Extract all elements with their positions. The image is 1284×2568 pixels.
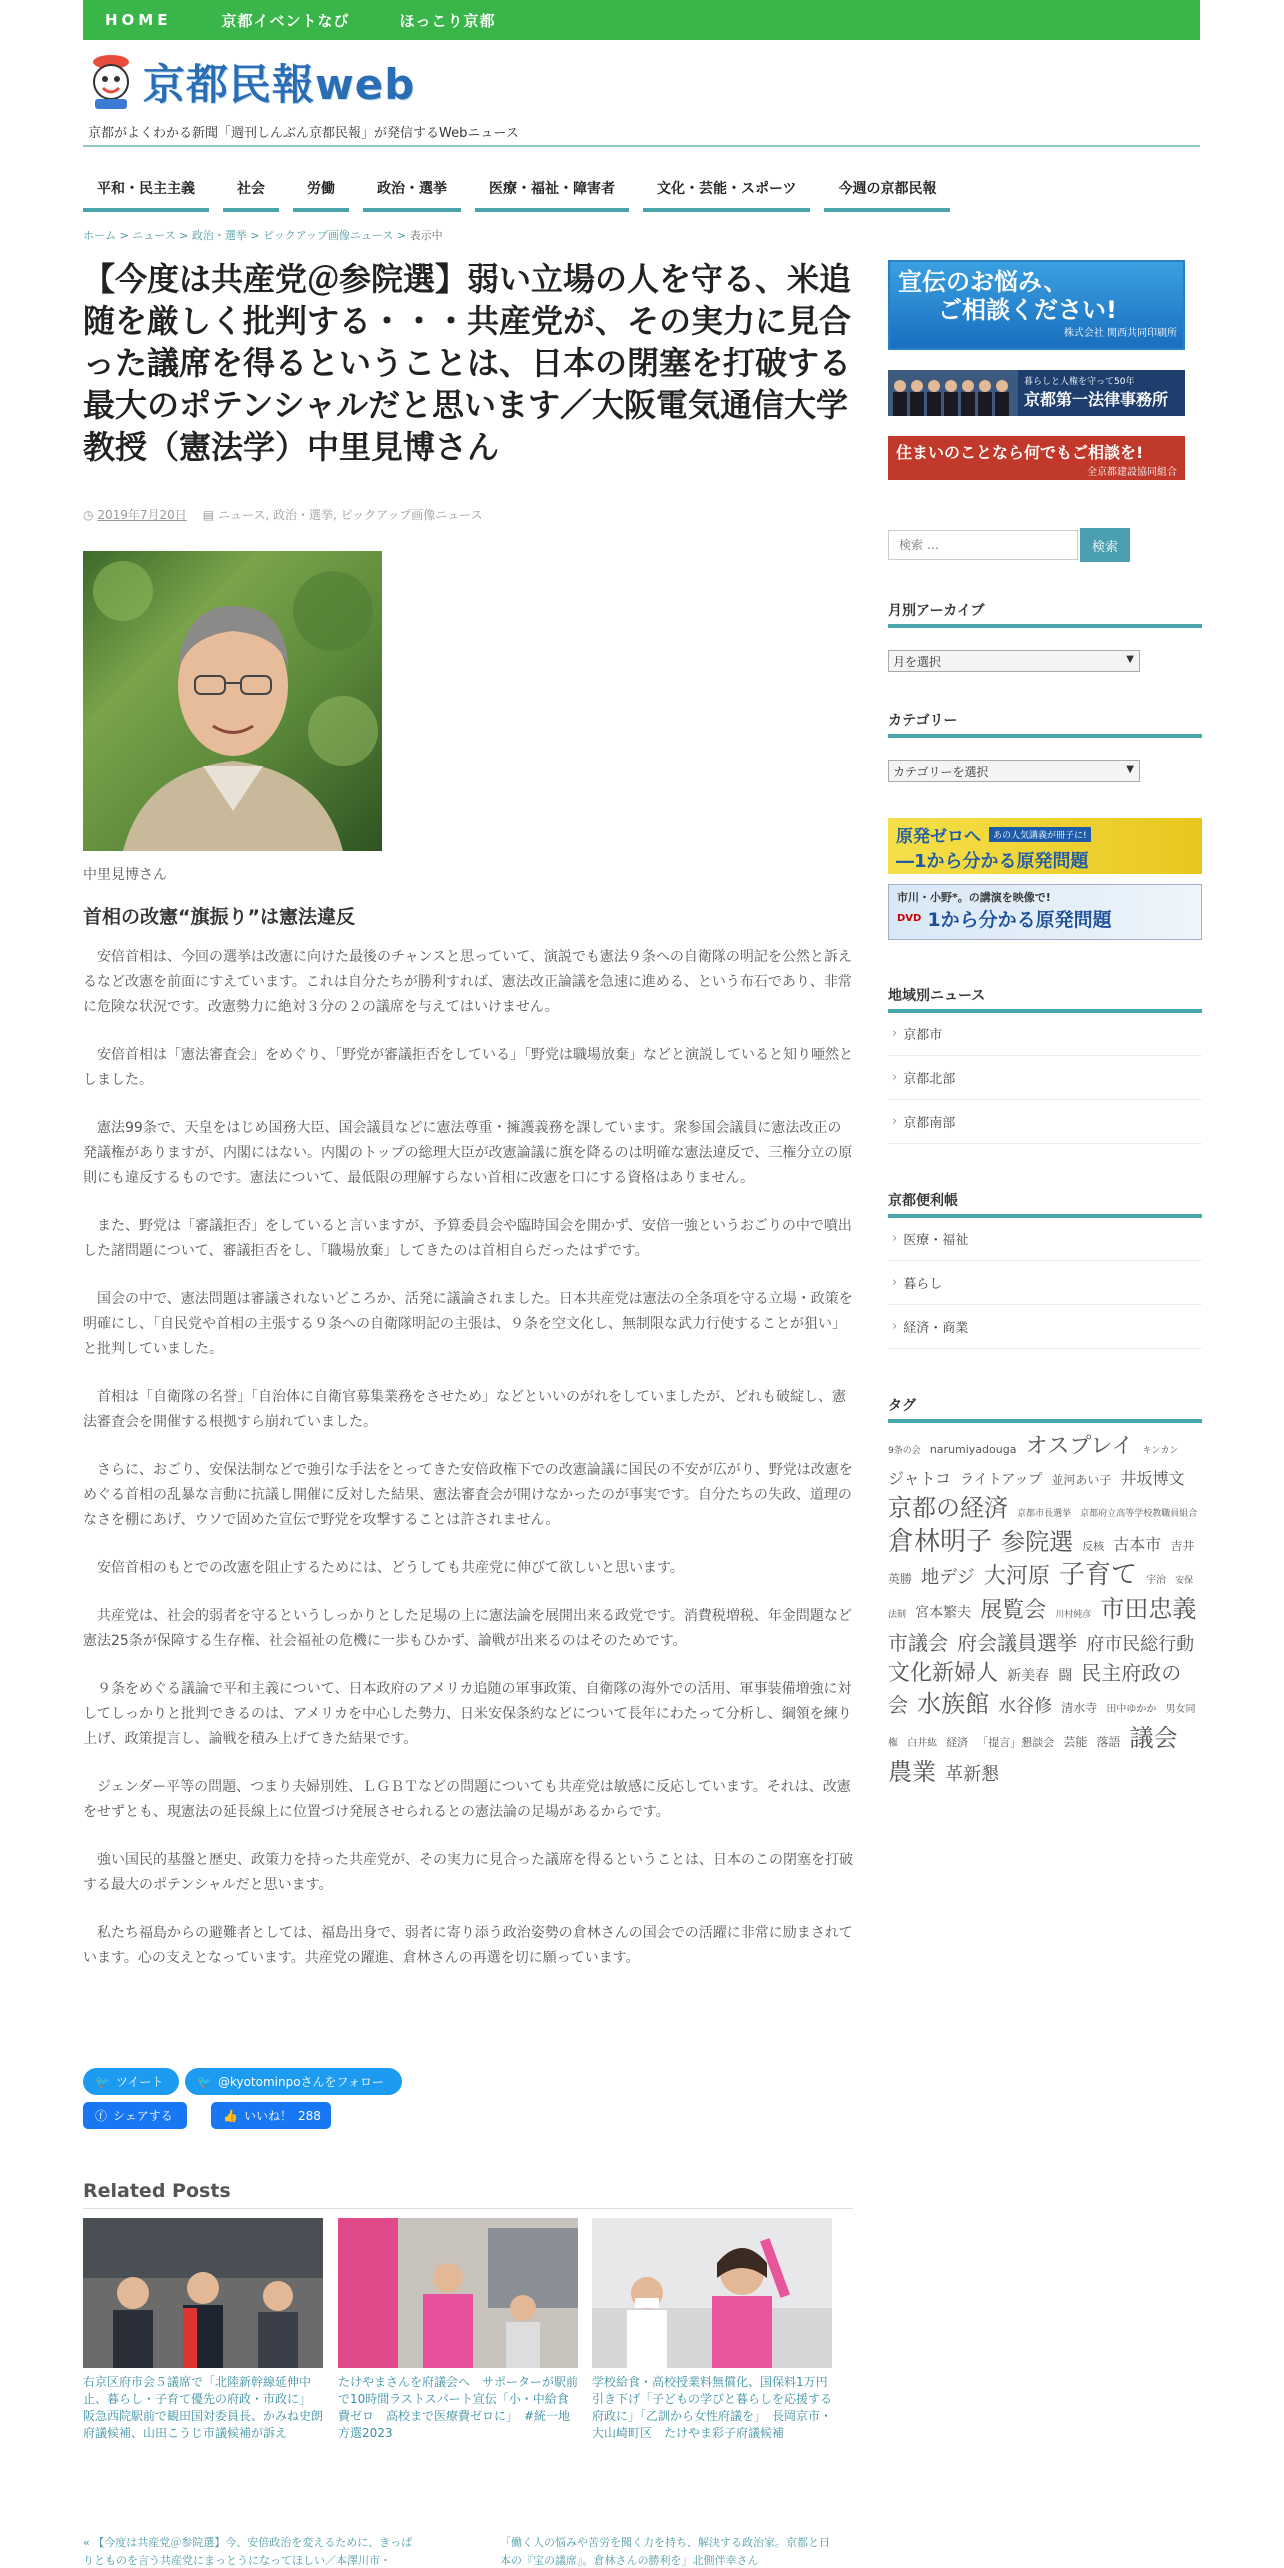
ad-law-office-banner[interactable]: 暮らしと人権を守って50年 京都第一法律事務所 <box>888 370 1185 416</box>
related-post-thumbnail[interactable] <box>592 2218 832 2368</box>
tag-link[interactable]: 落語 <box>1096 1735 1121 1749</box>
tag-link[interactable]: 並河あい子 <box>1051 1473 1112 1487</box>
tag-link[interactable]: ライトアップ <box>960 1472 1043 1488</box>
tag-link[interactable]: narumiyadouga <box>929 1443 1017 1456</box>
site-name: 京都民報web <box>143 60 416 109</box>
article-paragraph: また、野党は「審議拒否」をしていると言いますが、予算委員会や臨時国会を開かず、安倍一強というおごりの中で噴出した諸問題について、審議拒否をし、「職場放棄」してきたのは首相自らだったはずです。 <box>83 1218 852 1259</box>
related-post[interactable] <box>592 2218 832 2442</box>
region-news-heading: 地域別ニュース <box>888 985 1202 1013</box>
related-post-title[interactable]: たけやまさんを府議会へ サポーターが駅前で10時間ラストスパート宣伝「小・中給食費ゼロ 高校まで医療費ゼロに」 #統一地方選2023 <box>338 2375 578 2440</box>
tweet-button[interactable]: 🐦 ツイート <box>83 2068 179 2095</box>
article-paragraph: 憲法99条で、天皇をはじめ国務大臣、国会議員などに憲法尊重・擁護義務を課しています。衆参国会議員に憲法改正の発議権がありますが、内閣にはない。内閣のトップの総理大臣が改憲論議に旗を降るのは明確な憲法違反で、三権分立の原則にも違反するものです。憲法について、最低限の理解すらない首相に改憲を口にする資格はありません。 <box>83 1120 853 1186</box>
tag-link[interactable]: ジャトコ <box>888 1469 952 1488</box>
related-post-thumbnail[interactable] <box>83 2218 323 2368</box>
useful-item[interactable]: › 経済・商業 <box>888 1305 1202 1349</box>
breadcrumb: ホーム > ニュース > 政治・選挙 > ピックアップ画像ニュース > 表示中 <box>83 229 443 242</box>
article-paragraph: 首相は「自衛隊の名誉」「自治体に自衛官募集業務をさせため」などといいのがれをしていましたが、どれも破綻し、憲法審査会を開催する根拠すら崩れていました。 <box>83 1389 846 1430</box>
arrow-right-icon: › <box>892 1026 898 1041</box>
tag-link[interactable]: 水族館 <box>917 1690 990 1718</box>
nuclear-booklet-banner[interactable]: 原発ゼロへ あの人気講義が冊子に! ―1から分かる原発問題 <box>888 818 1202 874</box>
region-list <box>888 1012 1202 1144</box>
breadcrumb-news[interactable]: ニュース <box>132 229 176 242</box>
tag-link[interactable]: 展覧会 <box>980 1598 1047 1623</box>
article-paragraph: 私たち福島からの避難者としては、福島出身で、弱者に寄り添う政治姿勢の倉林さんの国会での活躍に非常に励まされています。心の支えとなっています。共産党の躍進、倉林さんの再選を切に願っています。 <box>83 1925 853 1966</box>
archive-select[interactable]: 月を選択 ▼ <box>888 650 1140 672</box>
tag-link[interactable]: 水谷修 <box>998 1696 1053 1717</box>
tag-cloud <box>888 1433 1202 1789</box>
tag-link[interactable]: 地デジ <box>921 1567 975 1588</box>
search-button[interactable]: 検索 <box>1080 528 1130 562</box>
twitter-bird-icon: 🐦 <box>197 2074 212 2089</box>
related-post-title[interactable]: 右京区府市会５議席で「北陸新幹線延伸中止、暮らし・子育て優先の府政・市政に」 阪急西院駅前で観田国対委員長、かみね史朗府議候補、山田こうじ市議候補が訴え <box>83 2375 323 2440</box>
nav-events[interactable]: 京都イベントなび <box>221 11 350 30</box>
tag-link[interactable]: オスプレイ <box>1025 1434 1134 1459</box>
related-post[interactable] <box>83 2218 323 2442</box>
region-item[interactable]: › 京都市 <box>888 1012 1202 1056</box>
article-categories[interactable]: ニュース, 政治・選挙, ピックアップ画像ニュース <box>217 508 483 522</box>
photo-caption: 中里見博さん <box>83 867 167 883</box>
category-heading: カテゴリー <box>888 710 1202 738</box>
useful-heading: 京都便利帳 <box>888 1190 1202 1218</box>
tag-link[interactable]: 京都市長選挙 <box>1017 1509 1072 1519</box>
nav-culture[interactable]: 文化・芸能・スポーツ <box>643 172 810 212</box>
breadcrumb-home[interactable]: ホーム <box>83 229 116 242</box>
portrait-photo <box>83 551 382 851</box>
tag-link[interactable]: 子育て <box>1058 1560 1137 1590</box>
nav-home[interactable]: HOME <box>105 11 172 29</box>
tag-link[interactable]: 吉井英勝 <box>888 1539 1195 1586</box>
tag-link[interactable]: 安保法制 <box>888 1576 1194 1620</box>
region-item[interactable]: › 京都南部 <box>888 1100 1202 1144</box>
nav-hokkori[interactable]: ほっこり京都 <box>399 11 496 30</box>
nav-politics[interactable]: 政治・選挙 <box>363 172 461 212</box>
tag-link[interactable]: 川村純彦 <box>1055 1610 1092 1620</box>
search-input[interactable] <box>888 530 1078 560</box>
tags-heading: タグ <box>888 1395 1202 1423</box>
article-paragraph: 安倍首相は、今回の選挙は改憲に向けた最後のチャンスと思っていて、演説でも憲法９条への自衛隊の明記を公然と訴えるなど改憲を前面にすえています。これは自分たちが勝利すれば、憲法改正論議を急速に進める、という布石であり、非常に危険な状況です。改憲勢力に絶対３分の２の議席を与えてはいけません。 <box>83 949 852 1015</box>
tag-link[interactable]: 清水寺 <box>1061 1701 1098 1715</box>
prev-post-link[interactable]: « 【今度は共産党＠参院選】今、安倍政治を変えるために、きっぱりとものを言う共産党にまっとうになってほしい／本澤川市・ <box>83 2536 413 2567</box>
main-navigation <box>83 172 950 212</box>
facebook-like-button[interactable]: 👍 いいね！ 288 <box>211 2102 331 2129</box>
tag-link[interactable]: 市議会 <box>888 1631 948 1655</box>
article-paragraph: 強い国民的基盤と歴史、政策力を持った共産党が、その実力に見合った議席を得るということは、日本のこの閉塞を打破する最大のポテンシャルだと思います。 <box>83 1852 853 1893</box>
tag-link[interactable]: 京都府立高等学校教職員組合 <box>1080 1509 1198 1519</box>
related-posts-heading: Related Posts <box>83 2180 231 2202</box>
arrow-right-icon: › <box>892 1319 898 1334</box>
facebook-icon: ⓕ <box>95 2109 108 2123</box>
useful-item[interactable]: › 暮らし <box>888 1261 1202 1305</box>
tag-link[interactable]: 古本市 <box>1113 1535 1162 1554</box>
chevron-down-icon: ▼ <box>1126 764 1134 775</box>
nav-labor[interactable]: 労働 <box>293 172 349 212</box>
nav-welfare[interactable]: 医療・福祉・障害者 <box>475 172 629 212</box>
tag-link[interactable]: 9条の会 <box>888 1446 921 1456</box>
chevron-down-icon: ▼ <box>1126 654 1134 665</box>
tag-link[interactable]: 革新懇 <box>945 1764 1000 1785</box>
site-logo[interactable] <box>83 52 415 112</box>
tag-link[interactable]: 男女同権 <box>888 1704 1196 1749</box>
tag-link[interactable]: 田中ゆかか <box>1106 1704 1157 1715</box>
breadcrumb-current: 表示中 <box>409 229 443 242</box>
tag-link[interactable]: 大河原 <box>983 1564 1050 1589</box>
article-body <box>83 945 853 1994</box>
group-photo <box>888 370 1018 416</box>
tag-link[interactable]: 市田忠義 <box>1100 1595 1197 1623</box>
article-meta <box>83 506 483 523</box>
region-item[interactable]: › 京都北部 <box>888 1056 1202 1100</box>
tag-link[interactable]: 参院選 <box>1001 1528 1074 1556</box>
tag-link[interactable]: 経済 <box>946 1736 969 1749</box>
tag-link[interactable]: 芸能 <box>1063 1735 1088 1749</box>
nuclear-dvd-banner[interactable]: 市川・小野*。の講演を映像で! DVD 1から分かる原発問題 <box>888 884 1202 940</box>
article-paragraph: 安倍首相のもとでの改憲を阻止するためには、どうしても共産党に伸びて欲しいと思います。 <box>97 1560 684 1576</box>
follow-button[interactable]: 🐦 @kyotominpoさんをフォロー <box>185 2068 402 2095</box>
useful-list <box>888 1217 1202 1349</box>
tag-link[interactable]: 闘 <box>1058 1668 1073 1684</box>
article-subheading: 首相の改憲“旗振り”は憲法違反 <box>83 906 355 928</box>
tag-link[interactable]: 府市民総行動 <box>1086 1634 1195 1655</box>
ad-construction-banner[interactable]: 住まいのことなら何でもご相談を! 全京都建設協同組合 <box>888 436 1185 480</box>
nav-society[interactable]: 社会 <box>223 172 279 212</box>
nav-peace[interactable]: 平和・民主主義 <box>83 172 209 212</box>
tag-link[interactable]: 白井紘 <box>907 1738 938 1749</box>
tag-link[interactable]: 倉林明子 <box>888 1527 993 1557</box>
tag-link[interactable]: 宮本繁夫 <box>915 1605 972 1621</box>
top-navigation <box>83 0 1200 40</box>
tag-link[interactable]: 新美春 <box>1007 1668 1050 1684</box>
article-paragraph: 国会の中で、憲法問題は審議されないどころか、活発に議論されました。日本共産党は憲法の全条項を守る立場・政策を明確にし、「自民党や首相の主張する９条への自衛隊明記の主張は、９条を空文化し、無制限な武力行使することが狙い」と批判していました。 <box>83 1291 853 1357</box>
tag-link[interactable]: 文化新婦人 <box>888 1661 999 1686</box>
arrow-right-icon: › <box>892 1231 898 1246</box>
arrow-right-icon: › <box>892 1275 898 1290</box>
site-tagline: 京都がよくわかる新聞「週刊しんぶん京都民報」が発信するWebニュース <box>88 126 519 141</box>
article-paragraph: 共産党は、社会的弱者を守るというしっかりとした足場の上に憲法論を展開出来る政党です。消費税増税、年金問題など憲法25条が保障する生存権、社会福祉の危機に一歩もひかず、論戦が出来るのはそのためです。 <box>83 1608 852 1649</box>
arrow-right-icon: › <box>892 1070 898 1085</box>
related-post-title[interactable]: 学校給食・高校授業料無償化、国保料1万円引き下げ「子どもの学びと暮らしを応援する府政に」「乙訓から女性府議を」 長岡京市・大山崎町区 たけやま彩子府議候補 <box>592 2375 832 2440</box>
breadcrumb-politics[interactable]: 政治・選挙 <box>191 229 247 242</box>
tag-link[interactable]: 宇治 <box>1146 1575 1167 1586</box>
article-paragraph: ジェンダー平等の問題、つまり夫婦別姓、ＬＧＢＴなどの問題についても共産党は敏感に反応しています。それは、改憲をせずとも、現憲法の延長線上に位置づけ発展させられるとの憲法論の足場があるからです。 <box>83 1779 851 1820</box>
nav-weekly[interactable]: 今週の京都民報 <box>824 172 950 212</box>
article-paragraph: 安倍首相は「憲法審査会」をめぐり、「野党が審議拒否をしている」「野党は職場放棄」などと演説していると知り唖然としました。 <box>83 1047 853 1088</box>
tag-link[interactable]: 京都の経済 <box>888 1494 1008 1522</box>
tag-link[interactable]: 「提言」懇談会 <box>977 1736 1055 1749</box>
article-paragraph: ９条をめぐる議論で平和主義について、日本政府のアメリカ追随の軍事政策、自衛隊の海外での活用、軍事装備増強に対してしっかりと批判できるのは、アメリカを中心した勢力、日米安保条約などについて長年にわたって分析し、綱領を練り上げ、政策提言し、論戦を積み上げてきた結果です。 <box>83 1681 852 1747</box>
useful-item[interactable]: › 医療・福祉 <box>888 1217 1202 1261</box>
twitter-bird-icon: 🐦 <box>95 2074 110 2089</box>
article-date[interactable]: 2019年7月20日 <box>97 508 187 522</box>
archive-heading: 月別アーカイブ <box>888 600 1202 628</box>
folder-icon: ▤ <box>202 508 215 522</box>
tag-link[interactable]: 反核 <box>1082 1540 1105 1553</box>
header-divider <box>83 145 1200 147</box>
clock-icon: ◷ <box>83 508 94 522</box>
thumbs-up-icon: 👍 <box>223 2108 238 2123</box>
like-count: 288 <box>297 2108 321 2123</box>
related-post-thumbnail[interactable] <box>338 2218 578 2368</box>
related-divider <box>83 2208 853 2209</box>
mascot-icon <box>83 52 139 112</box>
article-paragraph: さらに、おごり、安保法制などで強引な手法をとってきた安倍政権下での改憲論議に国民の不安が広がり、野党は改憲をめぐる首相の乱暴な言動に抗議し開催に反対した結果、憲法審査会が開けなかったのが事実です。自分たちの失政、道理のなさを棚にあげ、ウソで固めた宣伝で野党を攻撃することは許されません。 <box>83 1462 853 1528</box>
next-post-link[interactable]: 「働く人の悩みや苦労を聞く力を持ち、解決する政治家。京都と日本の『宝の議席』。倉林さんの勝利を」北側伴幸さん <box>500 2536 830 2567</box>
tag-link[interactable]: 農業 <box>888 1758 936 1786</box>
tag-link[interactable]: 議会 <box>1129 1724 1178 1752</box>
tag-link[interactable]: 民主府政の会 <box>888 1661 1182 1717</box>
facebook-share-button[interactable]: ⓕ シェアする <box>83 2102 187 2129</box>
tag-link[interactable]: 府会議員選挙 <box>957 1631 1078 1655</box>
breadcrumb-pickup[interactable]: ピックアップ画像ニュース <box>263 229 394 242</box>
tag-link[interactable]: 井坂博文 <box>1120 1469 1185 1488</box>
arrow-right-icon: › <box>892 1114 898 1129</box>
article-title: 【今度は共産党＠参院選】弱い立場の人を守る、米追随を厳しく批判する・・・共産党が、その実力に見合った議席を得るということは、日本の閉塞を打破する最大のポテンシャルだと思います／大阪電気通信大学教授（憲法学）中里見博さん <box>83 260 852 466</box>
related-post[interactable] <box>338 2218 578 2442</box>
ad-printing-banner[interactable]: 宣伝のお悩み、 ご相談ください! 株式会社 関西共同印刷所 <box>888 260 1185 350</box>
tag-link[interactable]: キンカン <box>1142 1446 1179 1456</box>
category-select[interactable]: カテゴリーを選択 ▼ <box>888 760 1140 782</box>
